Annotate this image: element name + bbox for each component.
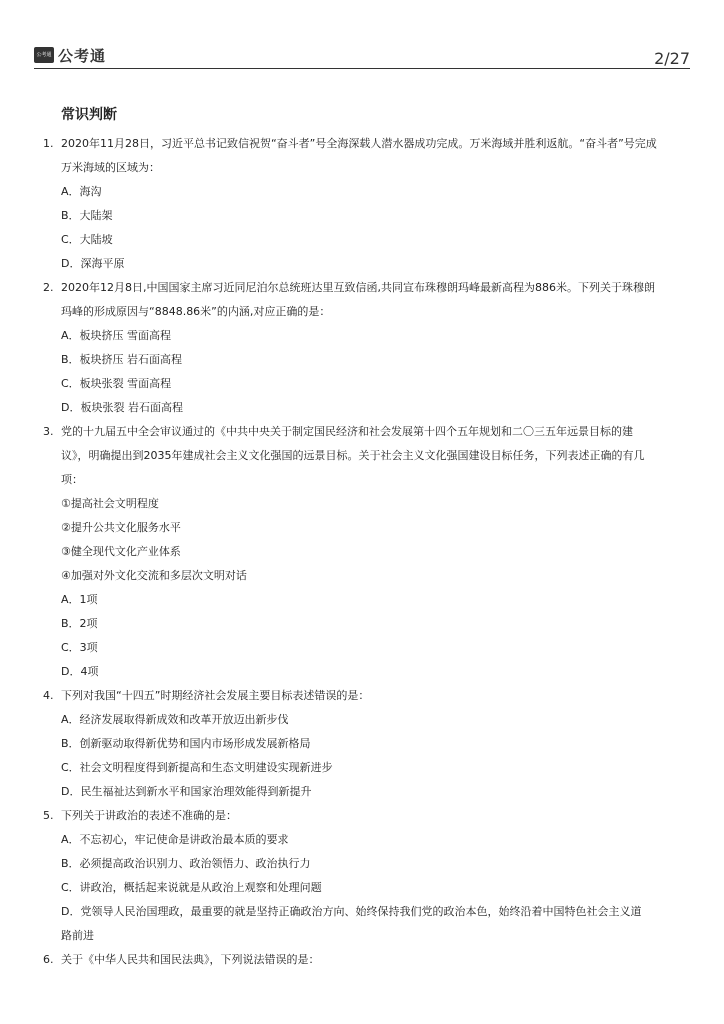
section-title: 常识判断: [61, 107, 117, 123]
question-list: [0, 136, 724, 976]
question-stem-text: 下列关于讲政治的表述不准确的是：: [61, 809, 237, 822]
question-stem-line: [0, 136, 724, 160]
option-line: [0, 880, 724, 904]
question-stem-line: [0, 424, 724, 448]
option-text: C．板块张裂 雪面高程: [61, 377, 172, 390]
option-text: A．不忘初心，牢记使命是讲政治最本质的要求: [61, 833, 289, 846]
option-text: 路前进: [61, 929, 94, 942]
option-text: D．深海平原: [61, 257, 125, 270]
option-line: [0, 208, 724, 232]
question-stem-text: 议》，明确提出到2035年建成社会主义文化强国的远景目标。关于社会主义文化强国建设目标任务，下列表述正确的有几: [61, 449, 645, 462]
option-line: [0, 520, 724, 544]
option-line: [0, 352, 724, 376]
question-stem-line: [0, 952, 724, 976]
option-text: B．创新驱动取得新优势和国内市场形成发展新格局: [61, 737, 311, 750]
option-text: B．必须提高政治识别力、政治领悟力、政治执行力: [61, 857, 311, 870]
page-header: [34, 44, 690, 69]
option-line: [0, 256, 724, 280]
question-stem-line: [0, 808, 724, 832]
brand-logo: [34, 45, 106, 65]
option-text: D．党领导人民治国理政，最重要的就是坚持正确政治方向、始终保持我们党的政治本色，始终沿着中国特色社会主义道: [61, 905, 642, 918]
option-line: [0, 664, 724, 688]
option-line: [0, 544, 724, 568]
question-stem-text: 2020年11月28日，习近平总书记致信祝贺“奋斗者”号全海深载人潜水器成功完成。万米海域并胜利返航。“奋斗者”号完成: [61, 137, 657, 150]
option-line: [0, 568, 724, 592]
question-item: [0, 424, 724, 688]
question-item: [0, 280, 724, 424]
question-stem-text: 万米海域的区域为：: [61, 161, 160, 174]
option-text: A．经济发展取得新成效和改革开放迈出新步伐: [61, 713, 289, 726]
question-stem-text: 党的十九届五中全会审议通过的《中共中央关于制定国民经济和社会发展第十四个五年规划和二〇三五年远景目标的建: [61, 425, 633, 438]
question-item: [0, 808, 724, 952]
option-text: C．3项: [61, 641, 98, 654]
question-stem-text: 玛峰的形成原因与“8848.86米”的内涵,对应正确的是：: [61, 305, 331, 318]
question-item: [0, 136, 724, 280]
option-text: C．讲政治，概括起来说就是从政治上观察和处理问题: [61, 881, 322, 894]
option-text: D．4项: [61, 665, 99, 678]
option-text: B．大陆架: [61, 209, 113, 222]
question-item: [0, 952, 724, 976]
question-item: [0, 688, 724, 808]
option-line: [0, 832, 724, 856]
option-line: [0, 760, 724, 784]
option-line: [0, 184, 724, 208]
option-text: A．1项: [61, 593, 98, 606]
option-line: [0, 616, 724, 640]
option-line: [0, 712, 724, 736]
question-number: 1.: [43, 137, 54, 150]
option-line: [0, 328, 724, 352]
option-line: [0, 496, 724, 520]
question-number: 5.: [43, 809, 54, 822]
question-number: 4.: [43, 689, 54, 702]
question-stem-line: [0, 280, 724, 304]
option-line: [0, 736, 724, 760]
option-text: A．板块挤压 雪面高程: [61, 329, 172, 342]
question-stem-line: [0, 472, 724, 496]
option-text: B．板块挤压 岩石面高程: [61, 353, 183, 366]
option-text: ②提升公共文化服务水平: [61, 521, 181, 534]
question-stem-line: [0, 448, 724, 472]
option-text: B．2项: [61, 617, 98, 630]
option-text: C．社会文明程度得到新提高和生态文明建设实现新进步: [61, 761, 333, 774]
option-line: [0, 232, 724, 256]
logo-text: 公考通: [58, 46, 107, 65]
page-number: 2/27: [654, 49, 690, 68]
question-number: 2.: [43, 281, 54, 294]
question-stem-line: [0, 304, 724, 328]
option-text: D．民生福祉达到新水平和国家治理效能得到新提升: [61, 785, 312, 798]
option-line: [0, 376, 724, 400]
question-stem-text: 下列对我国“十四五”时期经济社会发展主要目标表述错误的是：: [61, 689, 370, 702]
option-text: D．板块张裂 岩石面高程: [61, 401, 183, 414]
option-text: ③健全现代文化产业体系: [61, 545, 181, 558]
option-line: [0, 928, 724, 952]
option-line: [0, 784, 724, 808]
option-text: ①提高社会文明程度: [61, 497, 159, 510]
question-stem-line: [0, 160, 724, 184]
option-text: A．海沟: [61, 185, 102, 198]
question-stem-text: 项：: [61, 473, 83, 486]
question-number: 6.: [43, 953, 54, 966]
option-line: [0, 592, 724, 616]
option-line: [0, 400, 724, 424]
question-stem-text: 关于《中华人民共和国民法典》，下列说法错误的是：: [61, 953, 320, 966]
option-text: C．大陆坡: [61, 233, 113, 246]
question-number: 3.: [43, 425, 54, 438]
option-text: ④加强对外文化交流和多层次文明对话: [61, 569, 247, 582]
option-line: [0, 856, 724, 880]
question-stem-text: 2020年12月8日,中国国家主席习近同尼泊尔总统班达里互致信函,共同宣布珠穆朗玛峰最新高程为886米。下列关于珠穆朗: [61, 281, 655, 294]
logo-mark-icon: 公考通: [34, 47, 54, 63]
option-line: [0, 640, 724, 664]
option-line: [0, 904, 724, 928]
question-stem-line: [0, 688, 724, 712]
